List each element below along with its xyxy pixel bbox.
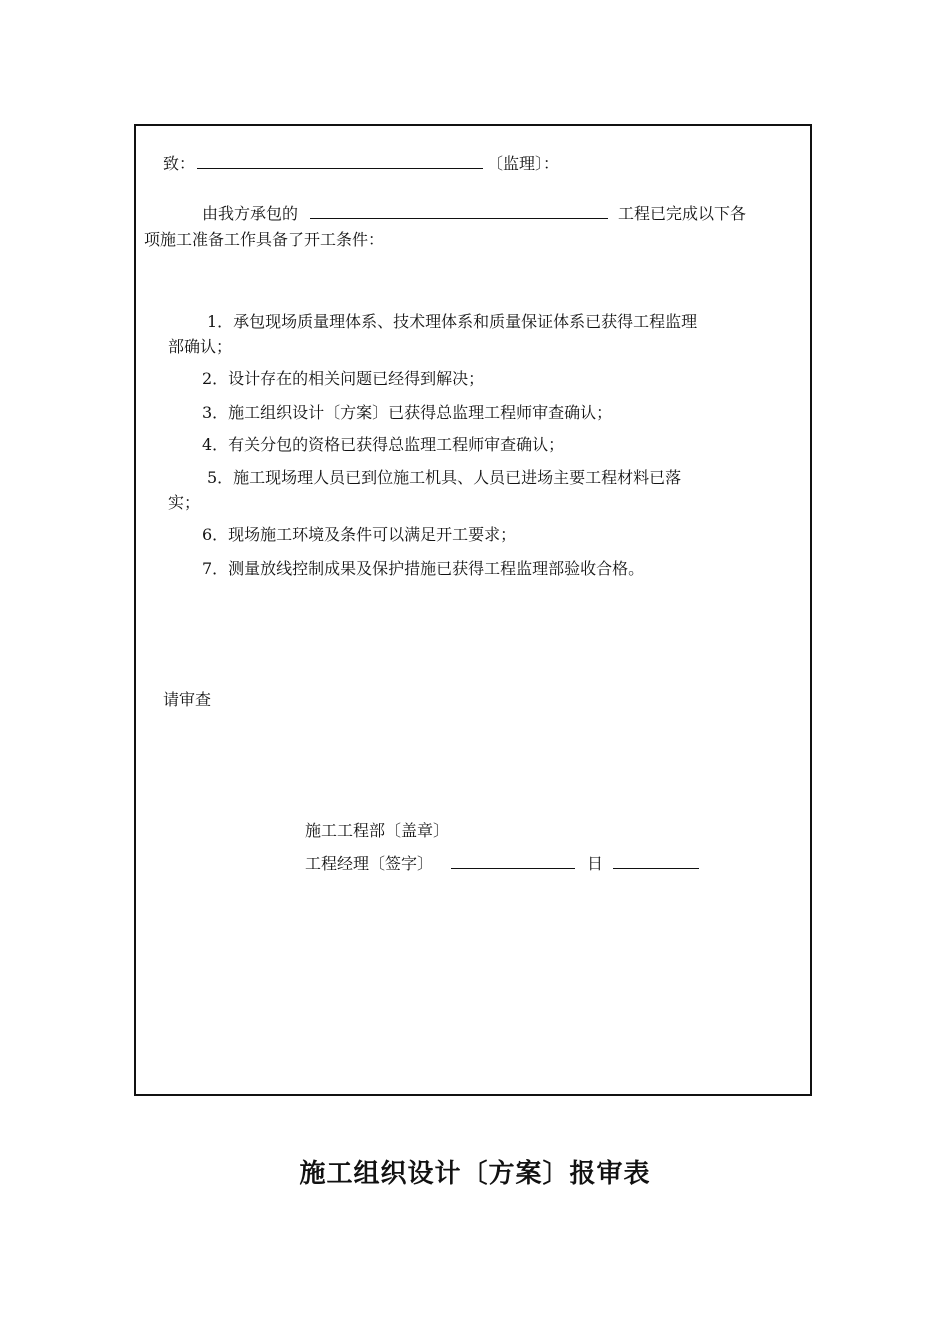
addressee-prefix: 致： [163,154,196,173]
application-form [134,124,812,1096]
addressee-suffix: 〔监理〕： [487,154,560,173]
list-item: 3．施工组织设计〔方案〕已获得总监理工程师审查确认； [202,403,613,422]
intro-line [202,203,746,225]
list-item-continuation: 部确认； [168,337,233,356]
project-name-blank[interactable] [310,204,608,219]
list-item-continuation: 实； [168,493,201,512]
review-request: 请审查 [163,690,212,709]
intro-line-2: 项施工准备工作具备了开工条件： [144,230,385,249]
addressee-blank[interactable] [197,154,483,169]
list-item: 2．设计存在的相关问题已经得到解决； [202,369,485,388]
signature-blank[interactable] [451,854,575,869]
intro-prefix: 由我方承包的 [202,204,299,223]
list-item: 7．测量放线控制成果及保护措施已获得工程监理部验收合格。 [202,559,645,578]
list-item: 5．施工现场理人员已到位施工机具、人员已进场主要工程材料已落 [207,468,682,487]
manager-sign-label: 工程经理〔签字〕 [305,854,434,873]
list-item: 4．有关分包的资格已获得总监理工程师审查确认； [202,435,565,454]
addressee-line [163,153,559,175]
list-item: 6．现场施工环境及条件可以满足开工要求； [202,525,517,544]
dept-seal-label: 施工工程部〔盖章〕 [305,821,450,840]
intro-suffix: 工程已完成以下各 [618,204,747,223]
list-item: 1．承包现场质量理体系、技术理体系和质量保证体系已获得工程监理 [207,312,698,331]
manager-sign-line [305,853,699,875]
date-label: 日 [587,854,604,873]
date-blank[interactable] [613,854,699,869]
page-title: 施工组织设计〔方案〕报审表 [299,1159,651,1189]
